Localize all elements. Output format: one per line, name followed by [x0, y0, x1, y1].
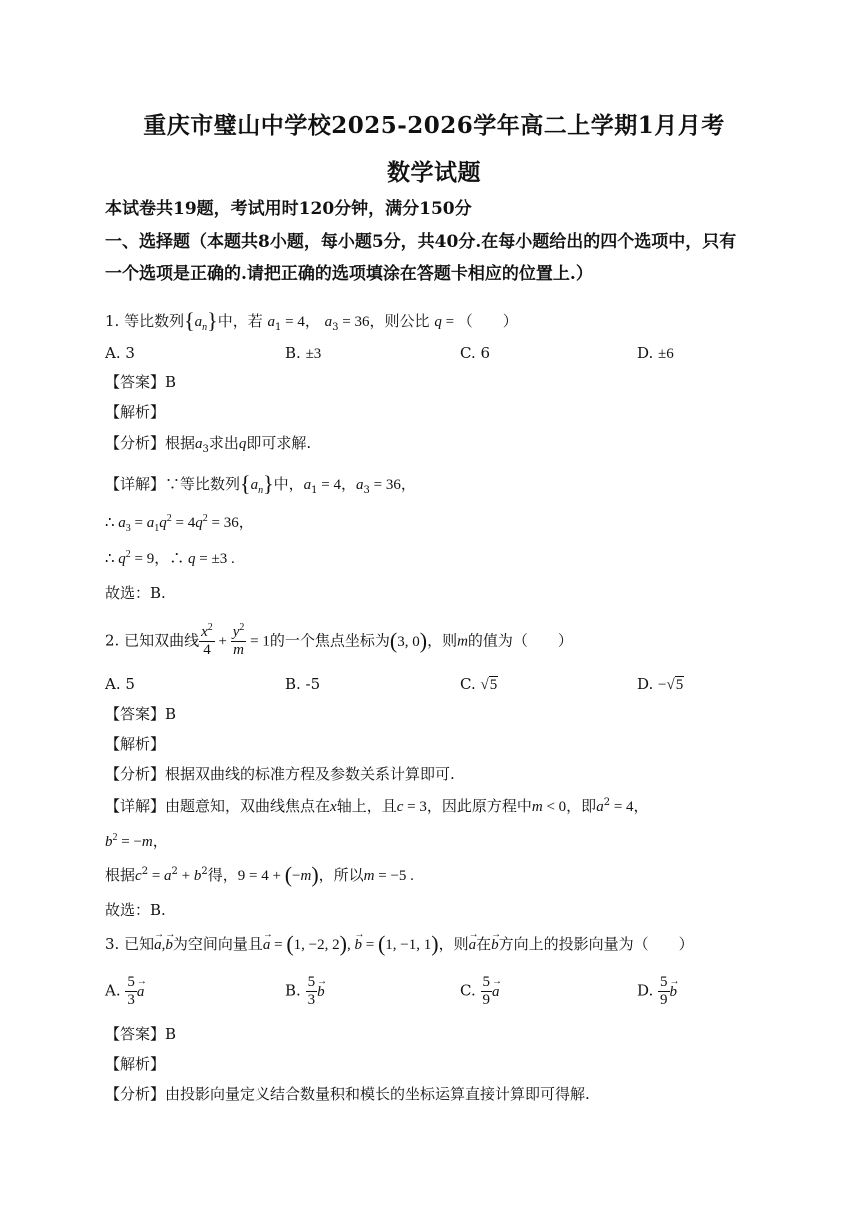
q2-conclusion: 故选：B.	[105, 901, 166, 919]
q1-step2: ∴ $q^2 = 9$，∴ q = ±3 .	[105, 549, 235, 567]
q2-option-d: D. −√5	[637, 675, 684, 693]
q3-analysis-label: 【解析】	[105, 1055, 166, 1073]
q3-stem: 3. 已知→ a,→ b为空间向量且→ a = (1, −2, 2), → b = (1, −1, 1)，则→ a在→ b方向上的投影向量为（ ）	[105, 934, 694, 955]
exam-intro: 本试卷共19题，考试用时120分钟，满分150分	[105, 199, 472, 219]
q1-conclusion: 故选：B.	[105, 584, 166, 602]
q1-step1: ∴ $a_3 = a_1q^2 = 4q^2 = 36$，	[105, 513, 254, 534]
q3-option-c: C. $\frac{5}{9}$ → a	[460, 974, 500, 1009]
q3-option-a: A. $\frac{5}{3}$ → a	[105, 974, 144, 1009]
q3-fenxi: 【分析】由投影向量定义结合数量积和模长的坐标运算直接计算即可得解.	[105, 1085, 590, 1103]
q1-analysis-label: 【解析】	[105, 403, 166, 421]
q2-step2: 根据$c^2 = a^2 + b^2$得，9 = 4 + (−m)，所以m = −5 .	[105, 862, 414, 887]
section-heading-line1: 一、选择题（本题共8小题，每小题5分，共40分.在每小题给出的四个选项中，只有	[105, 232, 737, 252]
q1-stem: 1. 等比数列$\{a_n\}$中，若 $a_1 = 4$， $a_3 = 36$，则公比 q = （ ）	[105, 308, 518, 333]
q1-answer: 【答案】B	[105, 373, 177, 391]
q2-fenxi: 【分析】根据双曲线的标准方程及参数关系计算即可.	[105, 765, 455, 783]
q2-answer: 【答案】B	[105, 705, 177, 723]
q2-stem: 2. 已知双曲线 $\frac{x^2}{4}$ + $\frac{y^2}{m}$ = 1的一个焦点坐标为(3, 0)，则m的值为（ ）	[105, 622, 573, 658]
q1-option-a: A. 3	[105, 344, 135, 362]
q2-option-c: C. √5	[460, 675, 498, 693]
q1-option-b: B. ±3	[285, 344, 322, 362]
q2-option-b: B. -5	[285, 675, 321, 693]
exam-title: 重庆市璧山中学校2025-2026学年高二上学期1月月考	[143, 112, 725, 139]
q3-option-d: D. $\frac{5}{9}$ → b	[637, 974, 677, 1009]
q1-xiangjie: 【详解】∵等比数列$\{a_n\}$中，$a_1 = 4$，$a_3 = 36$，	[105, 471, 416, 496]
q2-step1: $b^2 = -m$，	[105, 832, 168, 850]
q3-answer: 【答案】B	[105, 1025, 177, 1043]
q1-fenxi: 【分析】根据$a_3$求出q即可求解.	[105, 434, 312, 455]
q1-option-c: C. 6	[460, 344, 491, 362]
q3-option-b: B. $\frac{5}{3}$ → b	[285, 974, 325, 1009]
q2-xiangjie: 【详解】由题意知，双曲线焦点在x轴上，且c = 3，因此原方程中m < 0，即$a^2 = 4$，	[105, 797, 649, 815]
q1-option-d: D. ±6	[637, 344, 674, 362]
q2-analysis-label: 【解析】	[105, 735, 166, 753]
q2-option-a: A. 5	[105, 675, 135, 693]
section-heading-line2: 一个选项是正确的.请把正确的选项填涂在答题卡相应的位置上.）	[105, 264, 593, 284]
exam-subtitle: 数学试题	[387, 159, 481, 186]
